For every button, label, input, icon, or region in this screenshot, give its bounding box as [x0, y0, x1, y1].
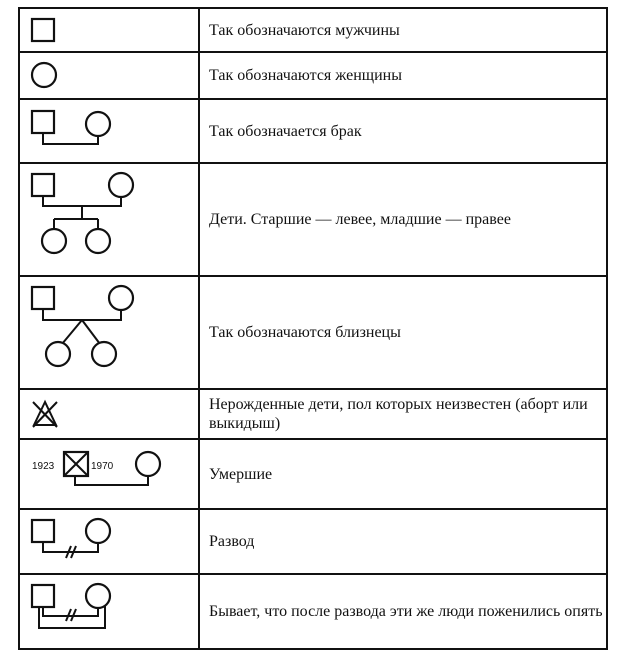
legend-text-male: Так обозначаются мужчины	[199, 8, 607, 52]
symbol-cell	[19, 574, 199, 649]
pedigree-legend-table	[18, 7, 608, 650]
legend-row-deceased	[19, 439, 607, 509]
divorce-icon	[20, 510, 198, 573]
birth-year-label: 1923	[32, 461, 55, 472]
female-circle-icon	[20, 53, 198, 98]
legend-row-male	[19, 8, 607, 52]
legend-text-divorce: Развод	[199, 509, 607, 574]
children-icon	[20, 164, 198, 275]
legend-row-remarriage	[19, 574, 607, 649]
legend-text-remarriage: Бывает, что после развода эти же люди поженились опять	[199, 574, 607, 649]
deceased-icon	[20, 440, 198, 508]
legend-row-divorce	[19, 509, 607, 574]
unborn-icon	[20, 390, 198, 438]
symbol-cell	[19, 509, 199, 574]
death-year-label: 1970	[91, 461, 114, 472]
legend-text-deceased: Умершие	[199, 439, 607, 509]
legend-text-unborn: Нерожденные дети, пол которых неизвестен (аборт или выкидыш)	[199, 389, 607, 439]
legend-row-unborn	[19, 389, 607, 439]
legend-text-children: Дети. Старшие — левее, младшие — правее	[199, 163, 607, 276]
remarriage-icon	[20, 575, 198, 648]
legend-row-twins	[19, 276, 607, 389]
legend-row-marriage	[19, 99, 607, 163]
legend-text-twins: Так обозначаются близнецы	[199, 276, 607, 389]
male-square-icon	[20, 9, 198, 51]
symbol-cell	[19, 163, 199, 276]
legend-text-marriage: Так обозначается брак	[199, 99, 607, 163]
symbol-cell	[19, 389, 199, 439]
symbol-cell	[19, 8, 199, 52]
twins-icon	[20, 277, 198, 388]
marriage-icon	[20, 100, 198, 162]
legend-text-female: Так обозначаются женщины	[199, 52, 607, 99]
legend-row-female	[19, 52, 607, 99]
symbol-cell	[19, 52, 199, 99]
legend-row-children	[19, 163, 607, 276]
symbol-cell	[19, 276, 199, 389]
symbol-cell	[19, 439, 199, 509]
symbol-cell	[19, 99, 199, 163]
